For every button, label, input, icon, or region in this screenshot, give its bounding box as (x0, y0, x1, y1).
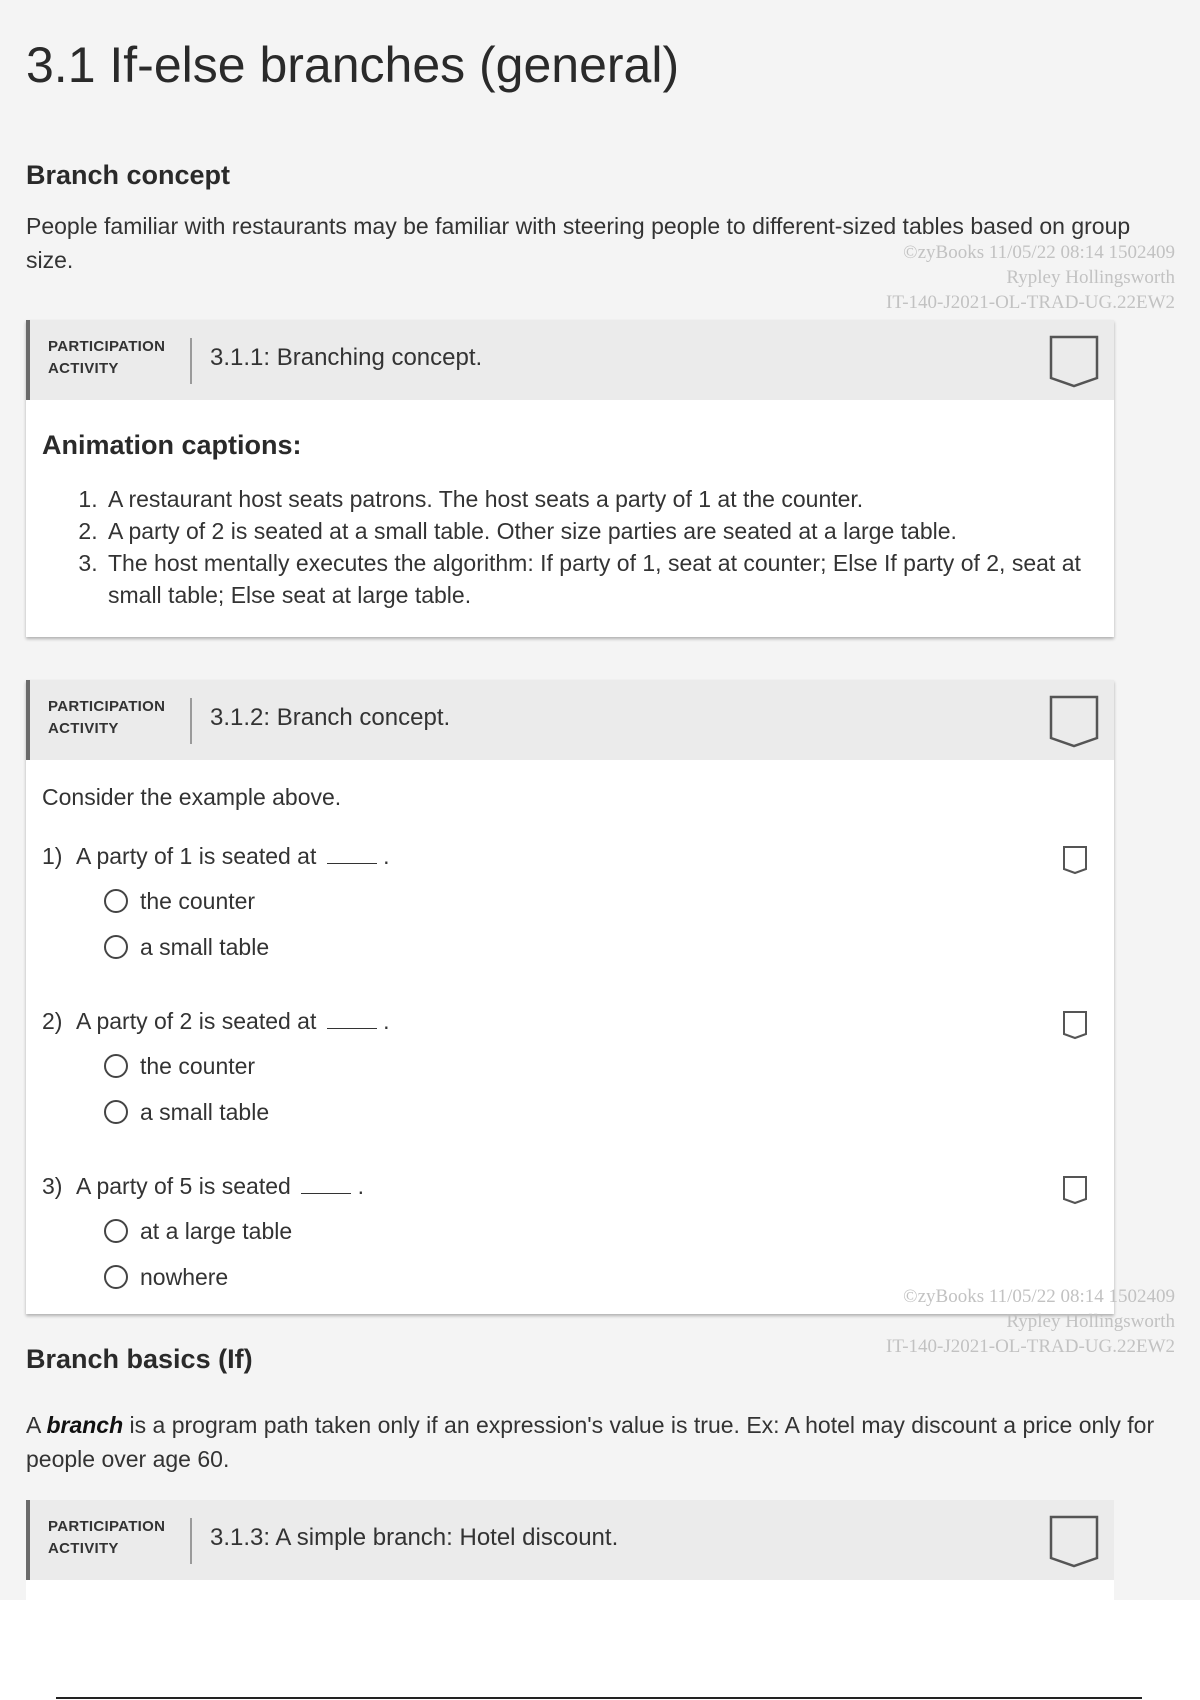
option-label: nowhere (140, 1263, 229, 1290)
chevron-icon[interactable] (1048, 334, 1100, 388)
page-bottom-rule (56, 1697, 1142, 1699)
participation-activity-3-1-2 (26, 680, 1114, 1314)
activity-header (26, 1500, 1114, 1580)
paragraph-rest: is a program path taken only if an expression's value is true. Ex: A hotel may discount a price only for people over age 60. (26, 1412, 1155, 1472)
activity-title: 3.1.2: Branch concept. (210, 704, 451, 731)
activity-type-line1: PARTICIPATION (48, 338, 166, 355)
option-label: at a large table (140, 1217, 293, 1244)
question-end: . (383, 843, 390, 869)
option-label: a small table (140, 1098, 270, 1125)
radio-button[interactable] (104, 1100, 128, 1124)
captions-title: Animation captions: (42, 430, 302, 460)
question-number: 3) (42, 1173, 63, 1199)
activity-type-line2: ACTIVITY (48, 360, 119, 377)
completion-check-icon (1062, 1175, 1088, 1205)
answer-option[interactable] (104, 878, 1114, 924)
answer-option[interactable] (104, 1089, 1114, 1135)
captions-list (26, 483, 1114, 637)
participation-activity-3-1-3 (26, 1500, 1114, 1600)
option-label: the counter (140, 1052, 256, 1079)
activity-type-line1: PARTICIPATION (48, 698, 166, 715)
activity-type-label (48, 696, 165, 740)
chevron-icon[interactable] (1048, 1514, 1100, 1568)
watermark-mid (835, 1284, 1175, 1359)
watermark-line: IT-140-J2021-OL-TRAD-UG.22EW2 (886, 292, 1175, 313)
answer-option[interactable] (104, 1208, 1114, 1254)
header-divider (190, 338, 192, 384)
section-heading-branch-concept: Branch concept (26, 160, 231, 190)
watermark-top (835, 240, 1175, 315)
watermark-line: IT-140-J2021-OL-TRAD-UG.22EW2 (886, 1336, 1175, 1357)
question-number: 1) (42, 843, 63, 869)
participation-activity-3-1-1 (26, 320, 1114, 637)
question-prompt: A party of 1 is seated at (76, 843, 317, 869)
activity-type-label (48, 336, 165, 380)
activity-header (26, 680, 1114, 760)
question-1 (26, 811, 1114, 970)
activity-header (26, 320, 1114, 400)
question-prompt: A party of 2 is seated at (76, 1008, 317, 1034)
question-3 (26, 1135, 1114, 1300)
answer-blank (327, 863, 377, 864)
caption-item: 3. The host mentally executes the algorithm: If party of 1, seat at counter; Else If party of 2, seat at small table; Else seat at large table. (104, 547, 1100, 611)
radio-button[interactable] (104, 1265, 128, 1289)
activity-title: 3.1.1: Branching concept. (210, 344, 483, 371)
option-label: the counter (140, 887, 256, 914)
activity-intro: Consider the example above. (42, 784, 342, 810)
question-text (42, 1135, 1114, 1200)
radio-button[interactable] (104, 935, 128, 959)
question-end: . (383, 1008, 390, 1034)
page-title: 3.1 If-else branches (general) (26, 37, 680, 93)
radio-button[interactable] (104, 889, 128, 913)
caption-item: 1. A restaurant host seats patrons. The host seats a party of 1 at the counter. (104, 483, 1100, 515)
watermark-line: Rypley Hollingsworth (1006, 1311, 1175, 1332)
question-2 (26, 970, 1114, 1135)
paragraph-prefix: A (26, 1412, 41, 1438)
answer-option[interactable] (104, 1043, 1114, 1089)
term-branch: branch (46, 1412, 124, 1438)
caption-item: 2. A party of 2 is seated at a small table. Other size parties are seated at a large table. (104, 515, 1100, 547)
section-heading-branch-basics: Branch basics (If) (26, 1344, 253, 1374)
answer-option[interactable] (104, 924, 1114, 970)
completion-check-icon (1062, 1010, 1088, 1040)
question-number: 2) (42, 1008, 63, 1034)
radio-button[interactable] (104, 1219, 128, 1243)
activity-type-line1: PARTICIPATION (48, 1518, 166, 1535)
header-divider (190, 1518, 192, 1564)
question-text (42, 811, 1114, 870)
branch-concept-paragraph: People familiar with restaurants may be familiar with steering people to different-sized tables based on group size. (26, 213, 1131, 273)
activity-type-label (48, 1516, 165, 1560)
question-text (42, 970, 1114, 1035)
watermark-line: Rypley Hollingsworth (1006, 267, 1175, 288)
option-label: a small table (140, 933, 270, 960)
answer-blank (327, 1028, 377, 1029)
activity-title: 3.1.3: A simple branch: Hotel discount. (210, 1524, 619, 1551)
branch-basics-paragraph (26, 1408, 1176, 1476)
radio-button[interactable] (104, 1054, 128, 1078)
watermark-line: ©zyBooks 11/05/22 08:14 1502409 (903, 242, 1175, 263)
answer-blank (301, 1193, 351, 1194)
chevron-icon[interactable] (1048, 694, 1100, 748)
completion-check-icon (1062, 845, 1088, 875)
watermark-line: ©zyBooks 11/05/22 08:14 1502409 (903, 1286, 1175, 1307)
activity-type-line2: ACTIVITY (48, 1540, 119, 1557)
question-end: . (357, 1173, 364, 1199)
activity-type-line2: ACTIVITY (48, 720, 119, 737)
question-prompt: A party of 5 is seated (76, 1173, 291, 1199)
header-divider (190, 698, 192, 744)
